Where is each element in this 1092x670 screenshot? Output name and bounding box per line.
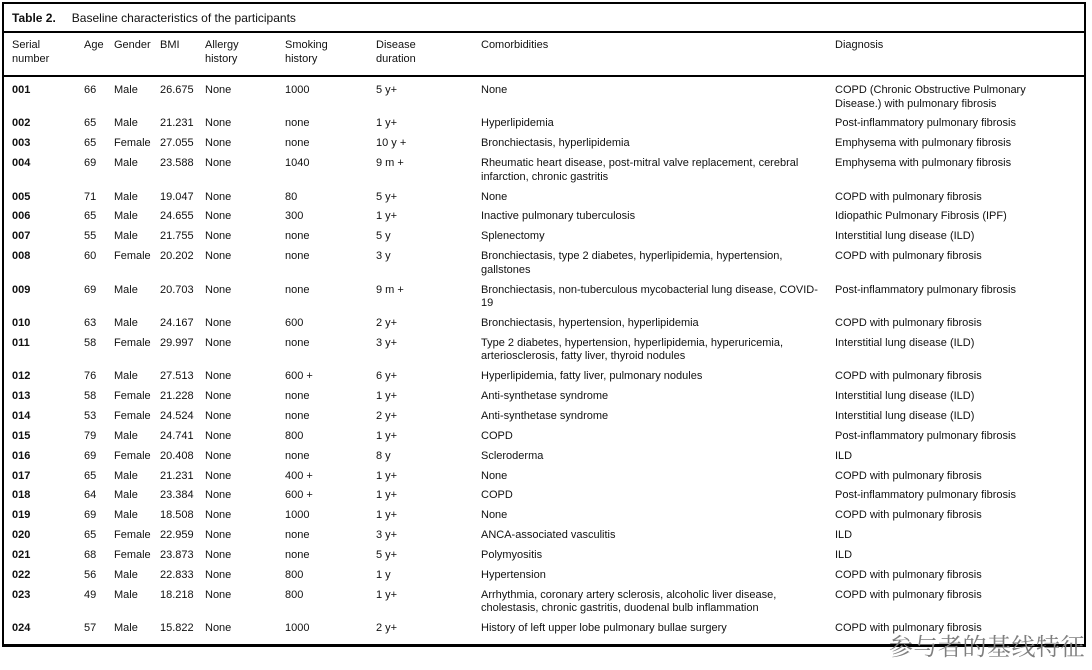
cell-disease_duration: 5 y+ (376, 549, 398, 561)
cell-disease_duration: 2 y+ (376, 622, 398, 635)
cell-bmi: 20.703 (160, 283, 194, 296)
table-row (4, 334, 1084, 367)
cell-comorbidities: Anti-synthetase syndrome (481, 390, 609, 402)
cell-diagnosis: COPD with pulmonary fibrosis (835, 370, 982, 383)
cell-age: 68 (84, 549, 97, 561)
cell-bmi: 24.741 (160, 429, 194, 442)
table-row (4, 367, 1084, 387)
cell-comorbidities: Hyperlipidemia (481, 117, 554, 130)
cell-serial_number: 004 (12, 157, 31, 170)
cell-gender: Female (114, 549, 151, 561)
cell-gender: Male (114, 489, 138, 502)
cell-age: 76 (84, 370, 97, 383)
cell-gender: Male (114, 622, 138, 635)
cell-serial_number: 019 (12, 509, 31, 522)
cell-gender: Female (114, 390, 151, 402)
table-row (4, 76, 1084, 114)
cell-diagnosis: COPD with pulmonary fibrosis (835, 250, 982, 263)
cell-bmi: 24.167 (160, 316, 194, 329)
table-row (4, 314, 1084, 334)
cell-smoking_history: none (285, 549, 310, 561)
cell-serial_number: 022 (12, 568, 31, 581)
cell-serial_number: 005 (12, 190, 31, 203)
cell-diagnosis: Post-inflammatory pulmonary fibrosis (835, 117, 1016, 130)
cell-age: 65 (84, 210, 97, 223)
cell-allergy_history: None (205, 509, 232, 522)
cell-allergy_history: None (205, 489, 232, 502)
cell-age: 49 (84, 588, 97, 601)
cell-smoking_history: 600 + (285, 489, 313, 502)
table-label: Table 2. (12, 11, 56, 25)
cell-age: 65 (84, 117, 97, 130)
cell-smoking_history: 300 (285, 210, 304, 223)
cell-bmi: 21.755 (160, 230, 194, 243)
cell-comorbidities: Rheumatic heart disease, post-mitral valve replacement, cerebral infarction, chronic gastritis (481, 157, 799, 183)
cell-serial_number: 013 (12, 390, 31, 402)
cell-disease_duration: 10 y + (376, 137, 407, 150)
cell-smoking_history: none (285, 529, 310, 542)
cell-diagnosis: COPD with pulmonary fibrosis (835, 622, 982, 635)
cell-age: 65 (84, 469, 97, 482)
table-row (4, 134, 1084, 154)
table-row (4, 280, 1084, 313)
cell-smoking_history: 800 (285, 429, 304, 442)
cell-bmi: 20.408 (160, 449, 194, 462)
cell-comorbidities: None (481, 190, 508, 203)
cell-comorbidities: Bronchiectasis, hyperlipidemia (481, 137, 630, 150)
col-header-allergy-history: Allergy history (205, 33, 285, 76)
cell-disease_duration: 3 y+ (376, 336, 398, 349)
cell-serial_number: 023 (12, 588, 31, 601)
col-header-serial-number: Serial number (4, 33, 84, 76)
cell-comorbidities: History of left upper lobe pulmonary bullae surgery (481, 622, 727, 635)
table-row (4, 227, 1084, 247)
cell-gender: Female (114, 336, 151, 349)
cell-gender: Male (114, 429, 138, 442)
cell-disease_duration: 1 y+ (376, 469, 398, 482)
cell-age: 56 (84, 568, 97, 581)
cell-age: 65 (84, 137, 97, 150)
cell-disease_duration: 3 y (376, 250, 391, 263)
cell-smoking_history: 1000 (285, 84, 310, 96)
cell-smoking_history: 1000 (285, 622, 310, 635)
cell-allergy_history: None (205, 117, 232, 130)
cell-disease_duration: 8 y (376, 449, 391, 462)
cell-allergy_history: None (205, 336, 232, 349)
table-caption-text: Baseline characteristics of the participants (71, 11, 296, 25)
cell-allergy_history: None (205, 370, 232, 383)
cell-gender: Male (114, 117, 138, 130)
col-header-disease-duration: Disease duration (376, 33, 481, 76)
table-row (4, 427, 1084, 447)
cell-comorbidities: COPD (481, 429, 513, 442)
table-header (4, 33, 1084, 76)
table-row (4, 387, 1084, 407)
cell-diagnosis: Interstitial lung disease (ILD) (835, 409, 975, 422)
cell-comorbidities: Bronchiectasis, hypertension, hyperlipidemia (481, 316, 699, 329)
cell-diagnosis: Interstitial lung disease (ILD) (835, 230, 975, 243)
cell-comorbidities: None (481, 469, 508, 482)
cell-disease_duration: 5 y+ (376, 190, 398, 203)
cell-disease_duration: 1 y+ (376, 588, 398, 601)
cell-age: 53 (84, 409, 97, 422)
cell-diagnosis: Post-inflammatory pulmonary fibrosis (835, 283, 1016, 296)
chinese-caption: 参与者的基线特征 (889, 633, 1085, 661)
cell-gender: Male (114, 370, 138, 383)
cell-smoking_history: none (285, 117, 310, 130)
cell-gender: Male (114, 157, 138, 170)
cell-allergy_history: None (205, 137, 232, 150)
cell-allergy_history: None (205, 210, 232, 223)
cell-allergy_history: None (205, 568, 232, 581)
cell-comorbidities: None (481, 509, 508, 522)
cell-serial_number: 015 (12, 429, 31, 442)
cell-allergy_history: None (205, 549, 232, 561)
cell-diagnosis: COPD with pulmonary fibrosis (835, 568, 982, 581)
cell-comorbidities: COPD (481, 489, 513, 502)
table-row (4, 586, 1084, 619)
cell-gender: Male (114, 316, 138, 329)
cell-bmi: 24.655 (160, 210, 194, 223)
cell-allergy_history: None (205, 622, 232, 635)
cell-age: 69 (84, 449, 97, 462)
cell-gender: Male (114, 190, 138, 203)
table-row (4, 506, 1084, 526)
cell-serial_number: 020 (12, 529, 31, 542)
cell-bmi: 19.047 (160, 190, 194, 203)
table-2-frame (2, 2, 1086, 647)
cell-disease_duration: 6 y+ (376, 370, 398, 383)
cell-bmi: 23.384 (160, 489, 194, 502)
cell-serial_number: 018 (12, 489, 31, 502)
cell-gender: Female (114, 409, 151, 422)
cell-bmi: 27.513 (160, 370, 194, 383)
baseline-characteristics-table (4, 33, 1084, 644)
cell-disease_duration: 1 y+ (376, 429, 398, 442)
cell-comorbidities: Inactive pulmonary tuberculosis (481, 210, 636, 223)
cell-smoking_history: none (285, 449, 310, 462)
cell-smoking_history: 800 (285, 568, 304, 581)
cell-age: 64 (84, 489, 97, 502)
cell-gender: Male (114, 230, 138, 243)
cell-allergy_history: None (205, 588, 232, 601)
cell-age: 57 (84, 622, 97, 635)
cell-diagnosis: COPD with pulmonary fibrosis (835, 509, 982, 522)
cell-gender: Male (114, 588, 138, 601)
cell-disease_duration: 5 y (376, 230, 391, 243)
cell-smoking_history: 600 + (285, 370, 313, 383)
cell-age: 65 (84, 529, 97, 542)
cell-disease_duration: 1 y+ (376, 390, 398, 402)
cell-serial_number: 021 (12, 549, 31, 561)
cell-serial_number: 009 (12, 283, 31, 296)
cell-allergy_history: None (205, 469, 232, 482)
cell-serial_number: 014 (12, 409, 31, 422)
cell-smoking_history: 1040 (285, 157, 310, 170)
table-row (4, 546, 1084, 566)
cell-gender: Female (114, 250, 151, 263)
cell-comorbidities: None (481, 84, 508, 96)
cell-comorbidities: Arrhythmia, coronary artery sclerosis, alcoholic liver disease, cholestasis, chronic gastritis, duodenal bulb inflammation (481, 588, 777, 615)
cell-diagnosis: Interstitial lung disease (ILD) (835, 336, 975, 349)
cell-serial_number: 003 (12, 137, 31, 150)
cell-serial_number: 017 (12, 469, 31, 482)
cell-diagnosis: COPD with pulmonary fibrosis (835, 469, 982, 482)
cell-gender: Male (114, 509, 138, 522)
cell-diagnosis: Post-inflammatory pulmonary fibrosis (835, 489, 1016, 502)
cell-gender: Male (114, 568, 138, 581)
cell-disease_duration: 1 y+ (376, 489, 398, 502)
cell-smoking_history: 400 + (285, 469, 313, 482)
table-row (4, 566, 1084, 586)
cell-serial_number: 010 (12, 316, 31, 329)
cell-bmi: 20.202 (160, 250, 194, 263)
cell-smoking_history: 80 (285, 190, 298, 203)
cell-smoking_history: none (285, 390, 310, 402)
cell-gender: Male (114, 469, 138, 482)
cell-serial_number: 008 (12, 250, 31, 263)
cell-gender: Female (114, 449, 151, 462)
cell-age: 55 (84, 230, 97, 243)
table-body (4, 76, 1084, 644)
col-header-age: Age (84, 33, 114, 76)
cell-comorbidities: Polymyositis (481, 549, 543, 561)
cell-allergy_history: None (205, 316, 232, 329)
cell-smoking_history: 600 (285, 316, 304, 329)
cell-smoking_history: 1000 (285, 509, 310, 522)
cell-gender: Male (114, 283, 138, 296)
cell-diagnosis: Emphysema with pulmonary fibrosis (835, 137, 1012, 150)
cell-serial_number: 006 (12, 210, 31, 223)
cell-age: 66 (84, 84, 97, 96)
table-row (4, 407, 1084, 427)
cell-bmi: 21.228 (160, 390, 194, 402)
header-row (4, 33, 1084, 76)
cell-bmi: 21.231 (160, 469, 194, 482)
cell-allergy_history: None (205, 390, 232, 402)
cell-gender: Male (114, 84, 138, 96)
cell-comorbidities: ANCA-associated vasculitis (481, 529, 616, 542)
cell-diagnosis: COPD with pulmonary fibrosis (835, 588, 982, 601)
cell-gender: Male (114, 210, 138, 223)
cell-smoking_history: none (285, 137, 310, 150)
cell-age: 79 (84, 429, 97, 442)
cell-diagnosis: Post-inflammatory pulmonary fibrosis (835, 429, 1016, 442)
cell-disease_duration: 1 y+ (376, 117, 398, 130)
cell-smoking_history: none (285, 230, 310, 243)
cell-allergy_history: None (205, 429, 232, 442)
cell-diagnosis: Emphysema with pulmonary fibrosis (835, 157, 1012, 170)
cell-bmi: 21.231 (160, 117, 194, 130)
cell-bmi: 24.524 (160, 409, 194, 422)
cell-age: 69 (84, 509, 97, 522)
cell-allergy_history: None (205, 250, 232, 263)
cell-disease_duration: 1 y+ (376, 509, 398, 522)
cell-serial_number: 011 (12, 336, 30, 349)
cell-diagnosis: ILD (835, 449, 853, 462)
cell-comorbidities: Bronchiectasis, non-tuberculous mycobacterial lung disease, COVID-19 (481, 283, 818, 309)
cell-diagnosis: COPD with pulmonary fibrosis (835, 316, 982, 329)
cell-comorbidities: Splenectomy (481, 230, 545, 243)
cell-smoking_history: none (285, 336, 310, 349)
cell-disease_duration: 1 y+ (376, 210, 398, 223)
cell-bmi: 22.959 (160, 529, 194, 542)
table-row (4, 154, 1084, 187)
cell-disease_duration: 2 y+ (376, 409, 398, 422)
cell-allergy_history: None (205, 283, 232, 296)
table-row (4, 526, 1084, 546)
cell-smoking_history: none (285, 409, 310, 422)
table-row (4, 446, 1084, 466)
table-row (4, 114, 1084, 134)
cell-diagnosis: COPD with pulmonary fibrosis (835, 190, 982, 203)
cell-gender: Female (114, 137, 151, 150)
table-row (4, 247, 1084, 280)
table-row (4, 486, 1084, 506)
cell-age: 69 (84, 157, 97, 170)
cell-allergy_history: None (205, 529, 232, 542)
cell-serial_number: 007 (12, 230, 31, 243)
cell-comorbidities: Bronchiectasis, type 2 diabetes, hyperlipidemia, hypertension, gallstones (481, 250, 783, 276)
cell-bmi: 26.675 (160, 84, 194, 96)
cell-bmi: 23.588 (160, 157, 194, 170)
cell-disease_duration: 9 m + (376, 157, 404, 170)
cell-serial_number: 002 (12, 117, 31, 130)
cell-age: 58 (84, 390, 97, 402)
cell-serial_number: 024 (12, 622, 31, 635)
col-header-smoking-history: Smoking history (285, 33, 376, 76)
cell-allergy_history: None (205, 157, 232, 170)
cell-bmi: 18.508 (160, 509, 194, 522)
table-row (4, 466, 1084, 486)
cell-comorbidities: Hypertension (481, 568, 546, 581)
col-header-bmi: BMI (160, 33, 205, 76)
cell-diagnosis: Idiopathic Pulmonary Fibrosis (IPF) (835, 210, 1007, 223)
cell-diagnosis: ILD (835, 549, 853, 561)
cell-smoking_history: none (285, 283, 310, 296)
cell-gender: Female (114, 529, 151, 542)
cell-disease_duration: 2 y+ (376, 316, 398, 329)
table-row (4, 207, 1084, 227)
cell-allergy_history: None (205, 449, 232, 462)
cell-serial_number: 012 (12, 370, 31, 383)
cell-comorbidities: Scleroderma (481, 449, 544, 462)
cell-age: 69 (84, 283, 97, 296)
col-header-comorbidities: Comorbidities (481, 33, 835, 76)
cell-bmi: 23.873 (160, 549, 194, 561)
cell-comorbidities: Hyperlipidemia, fatty liver, pulmonary nodules (481, 370, 703, 383)
cell-smoking_history: none (285, 250, 310, 263)
cell-diagnosis: COPD (Chronic Obstructive Pulmonary Disease.) with pulmonary fibrosis (835, 84, 1026, 110)
cell-allergy_history: None (205, 190, 232, 203)
cell-disease_duration: 5 y+ (376, 84, 398, 96)
col-header-gender: Gender (114, 33, 160, 76)
cell-age: 71 (84, 190, 97, 203)
cell-age: 63 (84, 316, 97, 329)
cell-bmi: 18.218 (160, 588, 194, 601)
table-row (4, 187, 1084, 207)
cell-serial_number: 016 (12, 449, 31, 462)
cell-comorbidities: Type 2 diabetes, hypertension, hyperlipidemia, hyperuricemia, arteriosclerosis, fatty liver, thyroid nodules (481, 336, 784, 363)
cell-allergy_history: None (205, 230, 232, 243)
cell-age: 58 (84, 336, 97, 349)
cell-disease_duration: 9 m + (376, 283, 404, 296)
cell-diagnosis: ILD (835, 529, 853, 542)
cell-allergy_history: None (205, 409, 232, 422)
cell-diagnosis: Interstitial lung disease (ILD) (835, 390, 975, 402)
cell-allergy_history: None (205, 84, 232, 96)
cell-bmi: 22.833 (160, 568, 194, 581)
cell-disease_duration: 1 y (376, 568, 391, 581)
cell-age: 60 (84, 250, 97, 263)
cell-serial_number: 001 (12, 84, 31, 96)
cell-bmi: 27.055 (160, 137, 194, 150)
cell-disease_duration: 3 y+ (376, 529, 398, 542)
cell-bmi: 29.997 (160, 336, 194, 349)
cell-bmi: 15.822 (160, 622, 194, 635)
cell-comorbidities: Anti-synthetase syndrome (481, 409, 609, 422)
cell-smoking_history: 800 (285, 588, 304, 601)
col-header-diagnosis: Diagnosis (835, 33, 1084, 76)
table-caption (4, 4, 1084, 33)
